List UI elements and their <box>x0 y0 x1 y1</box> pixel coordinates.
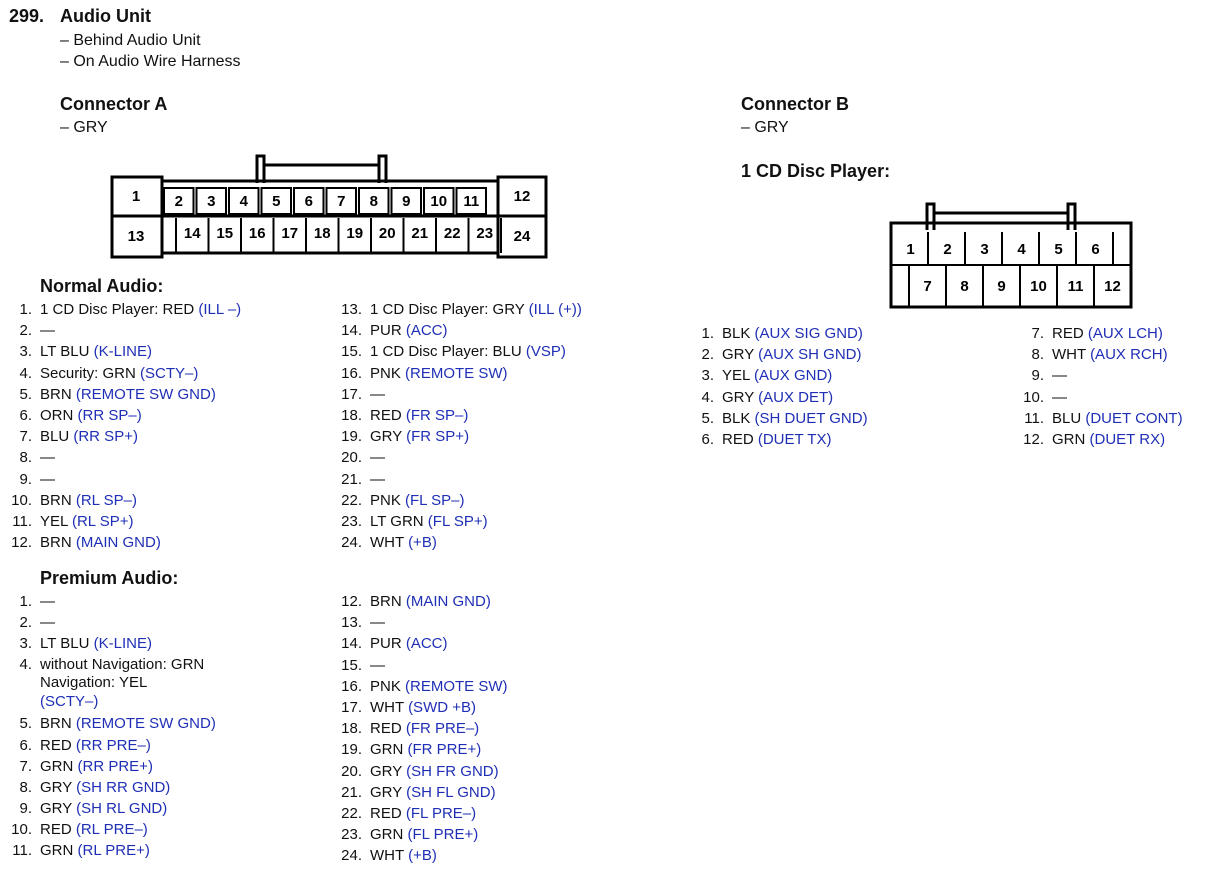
pin-label: 5 <box>272 192 281 210</box>
location-line-1: – Behind Audio Unit <box>60 32 201 49</box>
pin-number: 6. <box>19 736 32 754</box>
pin-number: 10. <box>1023 388 1044 406</box>
premium-audio-list-right <box>330 591 690 866</box>
pin-function: (SH DUET GND) <box>754 409 868 427</box>
pin-number: 2. <box>19 614 32 632</box>
pin-label: 3 <box>980 240 989 258</box>
pin-function: (DUET TX) <box>757 430 832 448</box>
wire-color: GRY <box>370 762 402 780</box>
pin-function: (RL SP+) <box>71 512 134 530</box>
pin-item <box>0 511 330 532</box>
pin-number: 14. <box>341 635 362 653</box>
pin-item <box>330 824 690 845</box>
pin-item <box>330 845 690 866</box>
wire-color: WHT <box>1052 346 1086 364</box>
pin-label: 7 <box>337 192 346 210</box>
wire-color: GRY <box>40 778 72 796</box>
pin-label: 12 <box>1104 277 1121 295</box>
pin-function: (FL SP–) <box>405 491 465 509</box>
pin-function: (RR PRE–) <box>75 736 151 754</box>
pin-label: 18 <box>313 224 331 242</box>
pin-function: (FL PRE+) <box>407 826 479 844</box>
pin-number: 11. <box>12 842 32 860</box>
wire-color: PUR <box>370 635 402 653</box>
pin-number: 22. <box>341 804 362 822</box>
wire-color: BRN <box>40 534 72 552</box>
pin-function: (RL PRE+) <box>77 842 150 860</box>
pin-item <box>0 341 330 362</box>
pin-function: (MAIN GND) <box>405 593 491 610</box>
pin-function: (RR PRE+) <box>77 757 153 775</box>
pin-item <box>0 840 330 861</box>
pin-label: 21 <box>411 224 429 242</box>
connector-a-diagram <box>100 150 560 265</box>
pin-number: 23. <box>341 826 362 844</box>
wire-color: BRN <box>40 491 72 509</box>
pin-function: (AUX RCH) <box>1090 346 1168 364</box>
wire-color: — <box>40 322 55 340</box>
pin-function: (SCTY–) <box>40 692 99 710</box>
pin-label: 17 <box>281 224 299 242</box>
cd-player-list-left <box>682 323 1012 450</box>
pin-item <box>330 320 690 341</box>
pin-item <box>682 365 1012 386</box>
pin-item <box>0 405 330 426</box>
pin-number: 24. <box>341 847 362 865</box>
normal-audio-list-right <box>330 299 690 553</box>
pin-item <box>0 591 330 612</box>
premium-audio-title: Premium Audio: <box>40 568 179 588</box>
pin-function: (FR PRE+) <box>407 741 482 759</box>
pin-item <box>330 490 690 511</box>
wire-color: RED <box>40 821 72 839</box>
pin-label: 24 <box>513 227 531 245</box>
pin-label: 10 <box>1030 277 1047 295</box>
wire-color: BLU <box>40 428 70 446</box>
pin-number: 9. <box>19 800 32 818</box>
pin-item <box>330 782 690 803</box>
pin-number: 12. <box>1023 430 1044 448</box>
wire-color: — <box>370 449 385 467</box>
pin-function: (VSP) <box>525 343 566 361</box>
pin-number: 7. <box>19 428 32 446</box>
pin-item <box>330 341 690 362</box>
pin-item <box>0 320 330 341</box>
wire-color: 1 CD Disc Player: GRY <box>370 301 525 318</box>
pin-item <box>330 633 690 654</box>
pin-number: 4. <box>19 364 32 382</box>
pin-item <box>0 469 330 490</box>
pin-number: 18. <box>341 406 362 424</box>
pin-label: 11 <box>1067 277 1084 295</box>
pin-function: (ILL (+)) <box>528 301 582 318</box>
pin-item <box>330 591 690 612</box>
wire-color: 1 CD Disc Player: BLU <box>370 343 522 361</box>
pin-function: (REMOTE SW) <box>405 677 508 695</box>
pin-item <box>330 739 690 760</box>
pin-item <box>0 363 330 384</box>
wire-color: GRY <box>370 428 402 446</box>
wire-color: BLU <box>1052 409 1082 427</box>
wire-color: YEL <box>722 367 750 385</box>
pin-item <box>0 777 330 798</box>
connector-a-color: – GRY <box>60 119 108 136</box>
wire-color-alt: Navigation: YEL <box>40 674 148 692</box>
pin-function: (FL SP+) <box>427 512 488 530</box>
pin-number: 3. <box>701 367 714 385</box>
pin-item <box>330 299 690 320</box>
wire-color: — <box>1052 388 1067 406</box>
pin-function: (+B) <box>408 534 437 552</box>
pin-label: 4 <box>239 192 248 210</box>
wire-color: — <box>370 614 385 632</box>
pin-function: (SH FR GND) <box>406 762 499 780</box>
pin-number: 10. <box>11 821 32 839</box>
pin-item <box>0 299 330 320</box>
wire-color: Security: GRN <box>40 364 136 382</box>
pin-item <box>330 511 690 532</box>
premium-audio-list-left <box>0 591 330 862</box>
pin-function: (ACC) <box>405 635 448 653</box>
pin-number: 1. <box>19 593 32 610</box>
pin-number: 15. <box>341 656 362 674</box>
wire-color: LT BLU <box>40 635 90 653</box>
pin-number: 7. <box>19 757 32 775</box>
pin-item <box>330 532 690 553</box>
pin-item <box>0 447 330 468</box>
wire-color: — <box>40 593 55 610</box>
pin-label: 4 <box>1017 240 1026 258</box>
pin-label: 2 <box>943 240 952 258</box>
connector-b-diagram <box>885 198 1140 313</box>
pin-label: 15 <box>216 224 234 242</box>
pin-item <box>330 803 690 824</box>
pin-function: (FR SP–) <box>405 406 469 424</box>
wire-color: LT BLU <box>40 343 90 361</box>
wire-color: — <box>370 656 385 674</box>
wire-color: GRN <box>40 757 74 775</box>
pin-number: 15. <box>341 343 362 361</box>
pin-label: 1 <box>906 240 915 258</box>
pin-item <box>0 735 330 756</box>
pin-number: 5. <box>19 385 32 403</box>
pin-number: 17. <box>341 698 362 716</box>
pin-item <box>1012 387 1207 408</box>
pin-item <box>330 426 690 447</box>
pin-item <box>1012 365 1207 386</box>
pin-number: 21. <box>341 470 362 488</box>
wire-color: BRN <box>40 385 72 403</box>
pin-number: 12. <box>11 534 32 552</box>
pin-number: 17. <box>341 385 362 403</box>
pin-number: 24. <box>341 534 362 552</box>
pin-item <box>1012 429 1207 450</box>
normal-audio-list-left <box>0 299 330 553</box>
pin-number: 1. <box>19 301 32 318</box>
pin-number: 13. <box>341 301 362 318</box>
wire-color: without Navigation: GRN <box>40 655 205 673</box>
pin-number: 12. <box>341 593 362 610</box>
wire-color: RED <box>722 430 754 448</box>
pin-function: (K-LINE) <box>93 635 152 653</box>
pin-function: (DUET CONT) <box>1085 409 1183 427</box>
wire-color: WHT <box>370 847 404 865</box>
pin-label: 10 <box>430 192 448 210</box>
pin-item <box>1012 408 1207 429</box>
wire-color: — <box>1052 367 1067 385</box>
pin-function: (AUX GND) <box>753 367 833 385</box>
cd-player-list-right <box>1012 323 1207 450</box>
pin-function: (AUX SH GND) <box>758 346 862 364</box>
pin-number: 14. <box>341 322 362 340</box>
pin-number: 9. <box>1031 367 1044 385</box>
pin-number: 11. <box>1024 409 1044 427</box>
pin-number: 6. <box>701 430 714 448</box>
pin-label: 12 <box>513 187 531 205</box>
wire-color: YEL <box>40 512 68 530</box>
pin-item <box>0 798 330 819</box>
section-number: 299. <box>9 6 45 26</box>
pin-function: (ACC) <box>405 322 448 340</box>
pin-label: 8 <box>960 277 969 295</box>
pin-item <box>330 676 690 697</box>
pin-function: (REMOTE SW) <box>405 364 508 382</box>
wire-color: — <box>40 470 55 488</box>
pin-item <box>330 612 690 633</box>
pin-number: 13. <box>341 614 362 632</box>
pin-number: 8. <box>19 449 32 467</box>
wire-color: GRY <box>722 388 754 406</box>
pin-number: 7. <box>1031 325 1044 342</box>
pin-number: 5. <box>701 409 714 427</box>
wire-color: GRN <box>370 826 404 844</box>
connector-a-title: Connector A <box>60 94 168 114</box>
pin-label: 7 <box>923 277 932 295</box>
pin-label: 2 <box>174 192 183 210</box>
pin-function: (AUX SIG GND) <box>754 325 863 342</box>
pin-item <box>0 384 330 405</box>
pin-item <box>330 655 690 676</box>
wire-color: RED <box>40 736 72 754</box>
pin-item <box>682 408 1012 429</box>
pin-function: (SH RR GND) <box>76 778 171 796</box>
pin-label: 20 <box>378 224 396 242</box>
wire-color: LT GRN <box>370 512 424 530</box>
pin-number: 19. <box>341 428 362 446</box>
pin-item <box>682 323 1012 344</box>
wire-color: BRN <box>40 715 72 733</box>
pin-function: (FR SP+) <box>406 428 470 446</box>
pin-function: (RL SP–) <box>75 491 137 509</box>
page-title: Audio Unit <box>60 6 151 26</box>
pin-number: 8. <box>1031 346 1044 364</box>
pin-label: 13 <box>127 227 145 245</box>
pin-function: (MAIN GND) <box>75 534 161 552</box>
pin-number: 16. <box>341 364 362 382</box>
pin-number: 2. <box>19 322 32 340</box>
pin-item <box>0 819 330 840</box>
wire-color: GRN <box>40 842 74 860</box>
wire-color: ORN <box>40 406 74 424</box>
pin-function: (SCTY–) <box>140 364 199 382</box>
wire-color: RED <box>370 720 402 738</box>
pin-function: (DUET RX) <box>1089 430 1166 448</box>
wire-color: GRY <box>370 783 402 801</box>
pin-item <box>0 655 330 714</box>
pin-number: 5. <box>19 715 32 733</box>
pin-item <box>1012 344 1207 365</box>
cd-player-subtitle: 1 CD Disc Player: <box>741 161 891 181</box>
pin-function: (K-LINE) <box>93 343 152 361</box>
pin-number: 8. <box>19 778 32 796</box>
wire-color: GRN <box>1052 430 1086 448</box>
pin-item <box>0 713 330 734</box>
pin-function: (SH FL GND) <box>406 783 496 801</box>
pin-label: 6 <box>1091 240 1100 258</box>
wire-color: GRN <box>370 741 404 759</box>
wire-color: PNK <box>370 677 401 695</box>
pin-number: 18. <box>341 720 362 738</box>
pin-item <box>330 761 690 782</box>
pin-number: 2. <box>701 346 714 364</box>
wire-color: RED <box>370 804 402 822</box>
location-line-2: – On Audio Wire Harness <box>60 53 241 70</box>
pin-function: (RL PRE–) <box>75 821 148 839</box>
pin-label: 5 <box>1054 240 1063 258</box>
pin-number: 19. <box>341 741 362 759</box>
pin-function: (AUX DET) <box>758 388 834 406</box>
wire-color: PUR <box>370 322 402 340</box>
connector-b-color: – GRY <box>741 119 789 136</box>
pin-function: (SH RL GND) <box>76 800 168 818</box>
pin-item <box>0 756 330 777</box>
pin-number: 20. <box>341 762 362 780</box>
wire-color: RED <box>1052 325 1084 342</box>
pin-function: (FL PRE–) <box>405 804 477 822</box>
pin-item <box>0 612 330 633</box>
pin-item <box>0 633 330 654</box>
pin-function: (RR SP+) <box>73 428 138 446</box>
pin-item <box>1012 323 1207 344</box>
wire-color: — <box>370 385 385 403</box>
wire-color: PNK <box>370 491 401 509</box>
pin-item <box>330 718 690 739</box>
pin-item <box>330 447 690 468</box>
pin-label: 8 <box>369 192 378 210</box>
pin-function: (AUX LCH) <box>1087 325 1163 342</box>
pin-number: 22. <box>341 491 362 509</box>
wire-color: 1 CD Disc Player: RED <box>40 301 195 318</box>
pin-number: 16. <box>341 677 362 695</box>
pin-number: 11. <box>12 512 32 530</box>
pin-item <box>0 426 330 447</box>
pin-number: 1. <box>701 325 714 342</box>
pin-number: 4. <box>701 388 714 406</box>
pin-item <box>330 469 690 490</box>
pin-label: 9 <box>997 277 1006 295</box>
pin-number: 3. <box>19 635 32 653</box>
pin-number: 4. <box>19 655 32 673</box>
pin-label: 11 <box>463 192 480 210</box>
pin-number: 9. <box>19 470 32 488</box>
pin-number: 6. <box>19 406 32 424</box>
pin-function: (+B) <box>408 847 437 865</box>
pin-item <box>682 429 1012 450</box>
wire-color: BLK <box>722 325 751 342</box>
pin-label: 1 <box>131 187 141 205</box>
wire-color: WHT <box>370 534 404 552</box>
wire-color: GRY <box>722 346 754 364</box>
pin-function: (FR PRE–) <box>405 720 480 738</box>
wire-color: WHT <box>370 698 404 716</box>
pin-function: (REMOTE SW GND) <box>75 385 216 403</box>
pin-item <box>330 363 690 384</box>
wire-color: — <box>370 470 385 488</box>
pin-number: 20. <box>341 449 362 467</box>
wire-color: — <box>40 449 55 467</box>
pin-item <box>330 405 690 426</box>
pin-item <box>682 344 1012 365</box>
pin-label: 16 <box>248 224 266 242</box>
pin-label: 19 <box>346 224 364 242</box>
connector-b-title: Connector B <box>741 94 849 114</box>
wire-color: BRN <box>370 593 402 610</box>
pin-function: (SWD +B) <box>408 698 476 716</box>
pin-label: 14 <box>183 224 201 242</box>
pin-item <box>330 697 690 718</box>
wire-color: PNK <box>370 364 401 382</box>
pin-number: 3. <box>19 343 32 361</box>
pin-item <box>682 387 1012 408</box>
wire-color: RED <box>370 406 402 424</box>
wire-color: GRY <box>40 800 72 818</box>
pin-item <box>0 490 330 511</box>
pin-label: 3 <box>207 192 216 210</box>
pin-number: 21. <box>341 783 362 801</box>
pin-item <box>0 532 330 553</box>
pin-label: 6 <box>304 192 313 210</box>
pin-function: (RR SP–) <box>77 406 142 424</box>
normal-audio-title: Normal Audio: <box>40 276 164 296</box>
pin-item <box>330 384 690 405</box>
pin-label: 9 <box>402 192 411 210</box>
pin-number: 23. <box>341 512 362 530</box>
pin-number: 10. <box>11 491 32 509</box>
pin-label: 23 <box>476 224 494 242</box>
wire-color: — <box>40 614 55 632</box>
pin-label: 22 <box>443 224 461 242</box>
wire-color: BLK <box>722 409 751 427</box>
pin-function: (REMOTE SW GND) <box>75 715 216 733</box>
pin-function: (ILL –) <box>198 301 242 318</box>
